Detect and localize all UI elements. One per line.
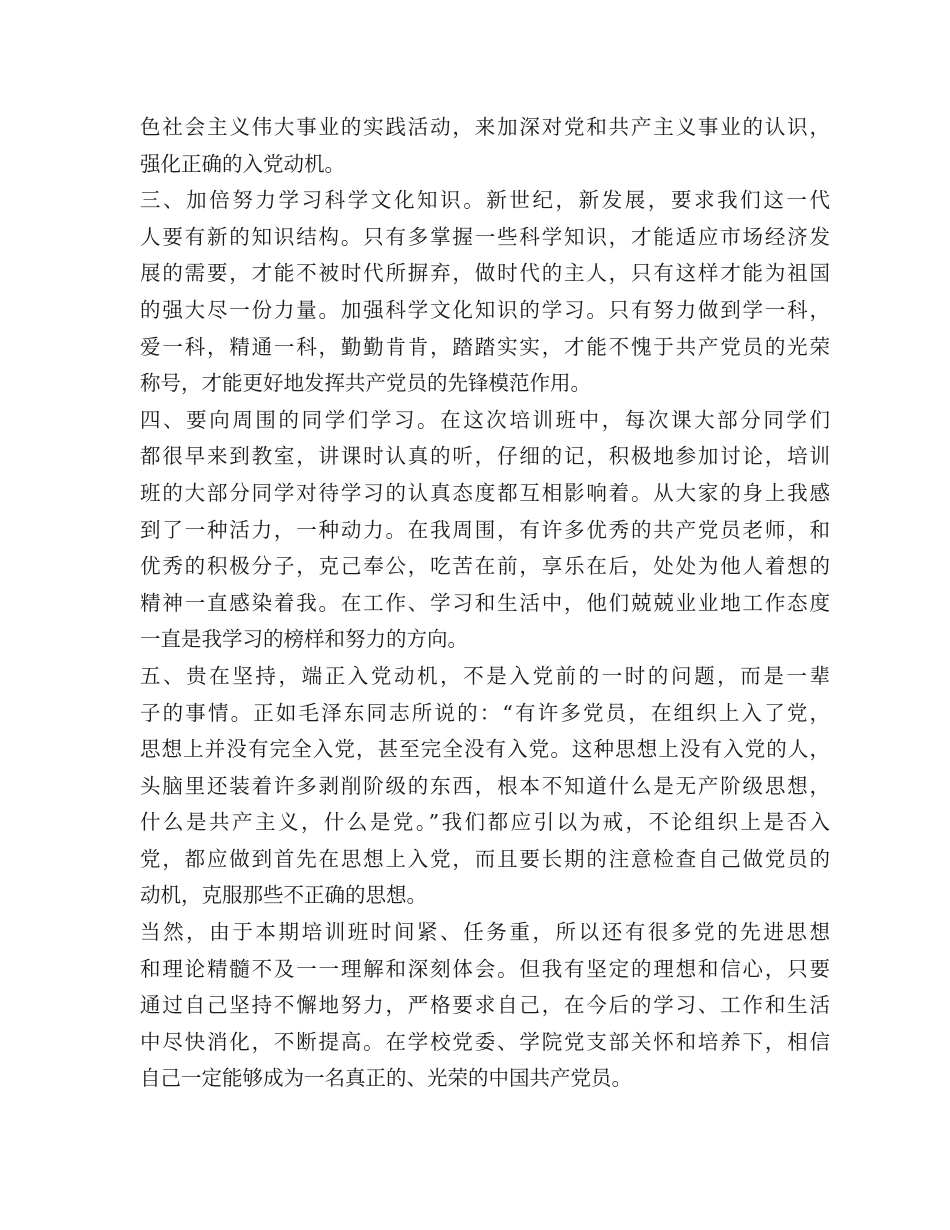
text-line: 自己一定能够成为一名真正的、光荣的中国共产党员。 xyxy=(140,1066,632,1091)
text-line: 人要有新的知识结构。只有多掌握一些科学知识，才能适应市场经济发 xyxy=(140,224,830,249)
text-line: 强化正确的入党动机。 xyxy=(140,151,345,176)
text-line: 当然，由于本期培训班时间紧、任务重，所以还有很多党的先进思想 xyxy=(140,920,830,945)
text-line: 三、加倍努力学习科学文化知识。新世纪，新发展，要求我们这一代 xyxy=(140,188,830,213)
text-line: 优秀的积极分子，克己奉公，吃苦在前，享乐在后，处处为他人着想的 xyxy=(140,554,830,579)
text-line: 称号，才能更好地发挥共产党员的先锋模范作用。 xyxy=(140,371,591,396)
text-line: 五、贵在坚持，端正入党动机，不是入党前的一时的问题，而是一辈 xyxy=(140,663,830,688)
text-line: 通过自己坚持不懈地努力，严格要求自己，在今后的学习、工作和生活 xyxy=(140,993,830,1018)
document-body xyxy=(140,109,830,1097)
text-line: 党，都应做到首先在思想上入党，而且要长期的注意检查自己做党员的 xyxy=(140,846,830,871)
text-line: 和理论精髓不及一一理解和深刻体会。但我有坚定的理想和信心，只要 xyxy=(140,956,830,981)
text-line: 中尽快消化，不断提高。在学校党委、学院党支部关怀和培养下，相信 xyxy=(140,1029,830,1054)
text-line: 头脑里还装着许多剥削阶级的东西，根本不知道什么是无产阶级思想， xyxy=(140,773,830,798)
text-line: 展的需要，才能不被时代所摒弃，做时代的主人，只有这样才能为祖国 xyxy=(140,261,830,286)
text-line: 精神一直感染着我。在工作、学习和生活中，他们兢兢业业地工作态度 xyxy=(140,590,830,615)
text-line: 动机，克服那些不正确的思想。 xyxy=(140,883,427,908)
text-line: 思想上并没有完全入党，甚至完全没有入党。这种思想上没有入党的人， xyxy=(140,737,830,762)
text-line: 班的大部分同学对待学习的认真态度都互相影响着。从大家的身上我感 xyxy=(140,480,830,505)
text-line: 都很早来到教室，讲课时认真的听，仔细的记，积极地参加讨论，培训 xyxy=(140,444,830,469)
text-line: 色社会主义伟大事业的实践活动，来加深对党和共产主义事业的认识， xyxy=(140,115,830,139)
text-line: 爱一科，精通一科，勤勤肯肯，踏踏实实，才能不愧于共产党员的光荣 xyxy=(140,334,830,359)
text-line: 四、要向周围的同学们学习。在这次培训班中，每次课大部分同学们 xyxy=(140,407,830,432)
text-line: 的强大尽一份力量。加强科学文化知识的学习。只有努力做到学一科， xyxy=(140,297,830,322)
text-line: 一直是我学习的榜样和努力的方向。 xyxy=(140,627,468,652)
text-line: 到了一种活力，一种动力。在我周围，有许多优秀的共产党员老师，和 xyxy=(140,517,830,542)
text-line: 什么是共产主义，什么是党。”我们都应引以为戒，不论组织上是否入 xyxy=(140,810,830,835)
text-line: 子的事情。正如毛泽东同志所说的：“有许多党员，在组织上入了党， xyxy=(140,700,830,725)
